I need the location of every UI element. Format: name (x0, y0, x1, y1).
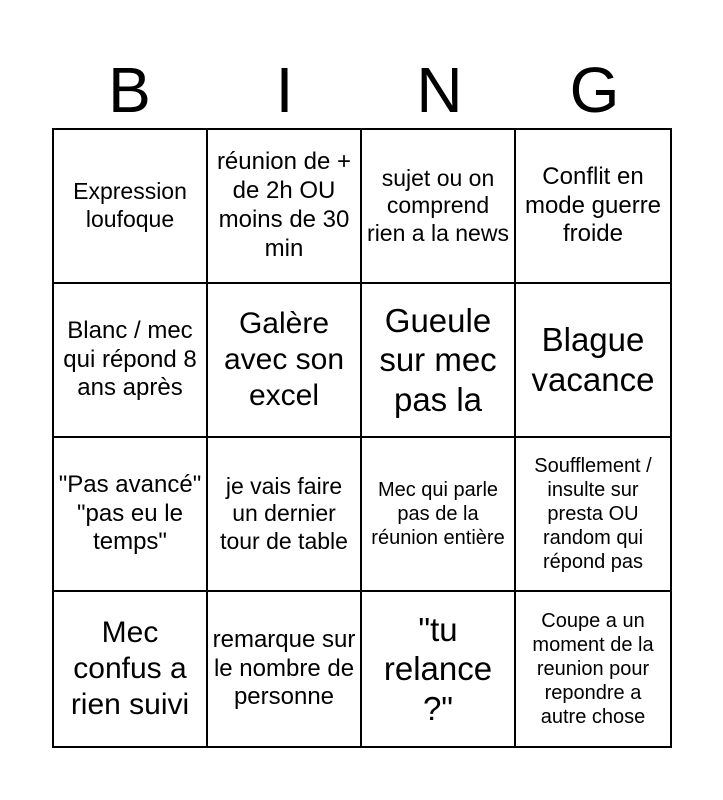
bingo-cell-text: Blanc / mec qui répond 8 ans après (63, 316, 197, 402)
bingo-cell-text: "tu relance ?" (383, 610, 493, 727)
bingo-cell[interactable] (208, 130, 362, 284)
bingo-cell-text: Soufflement / insulte sur presta OU random qui répond pas (534, 455, 652, 573)
title-letter: I (275, 54, 294, 126)
bingo-cell-text: Coupe a un moment de la reunion pour repondre a autre chose (532, 610, 654, 728)
bingo-cell[interactable] (208, 284, 362, 438)
bingo-cell[interactable] (362, 438, 516, 592)
bingo-grid (52, 128, 672, 748)
bingo-cell-text: réunion de + de 2h OU moins de 30 min (216, 148, 352, 262)
bingo-cell[interactable] (516, 438, 670, 592)
bingo-cell-text: Mec qui parle pas de la réunion entière (371, 479, 505, 549)
bingo-cell[interactable] (516, 592, 670, 746)
bingo-cell[interactable] (54, 130, 208, 284)
bingo-cell[interactable] (208, 592, 362, 746)
bingo-cell[interactable] (54, 592, 208, 746)
bingo-cell[interactable] (516, 130, 670, 284)
title-letter: G (569, 54, 620, 126)
bingo-cell-text: "Pas avancé" "pas eu le temps" (58, 470, 202, 556)
bingo-cell-text: Galère avec son excel (223, 307, 345, 412)
bingo-cell-text: sujet ou on comprend rien a la news (367, 164, 509, 246)
bingo-cell[interactable] (208, 438, 362, 592)
title-letter: N (416, 54, 463, 126)
title-letter: B (108, 54, 151, 126)
bingo-cell[interactable] (54, 438, 208, 592)
bingo-cell-text: Gueule sur mec pas la (379, 301, 497, 418)
bingo-cell[interactable] (362, 284, 516, 438)
bingo-cell-text: Blague vacance (531, 321, 655, 398)
bingo-cell[interactable] (54, 284, 208, 438)
bingo-cell[interactable] (362, 592, 516, 746)
bingo-cell-text: Conflit en mode guerre froide (524, 162, 662, 248)
bingo-cell-text: Expression loufoque (73, 178, 187, 232)
bingo-cell[interactable] (362, 130, 516, 284)
bingo-cell-text: remarque sur le nombre de personne (212, 625, 356, 711)
bingo-cell-text: je vais faire un dernier tour de table (220, 472, 348, 554)
bingo-cell-text: Mec confus a rien suivi (70, 616, 190, 721)
bingo-title (52, 52, 672, 128)
bingo-cell[interactable] (516, 284, 670, 438)
